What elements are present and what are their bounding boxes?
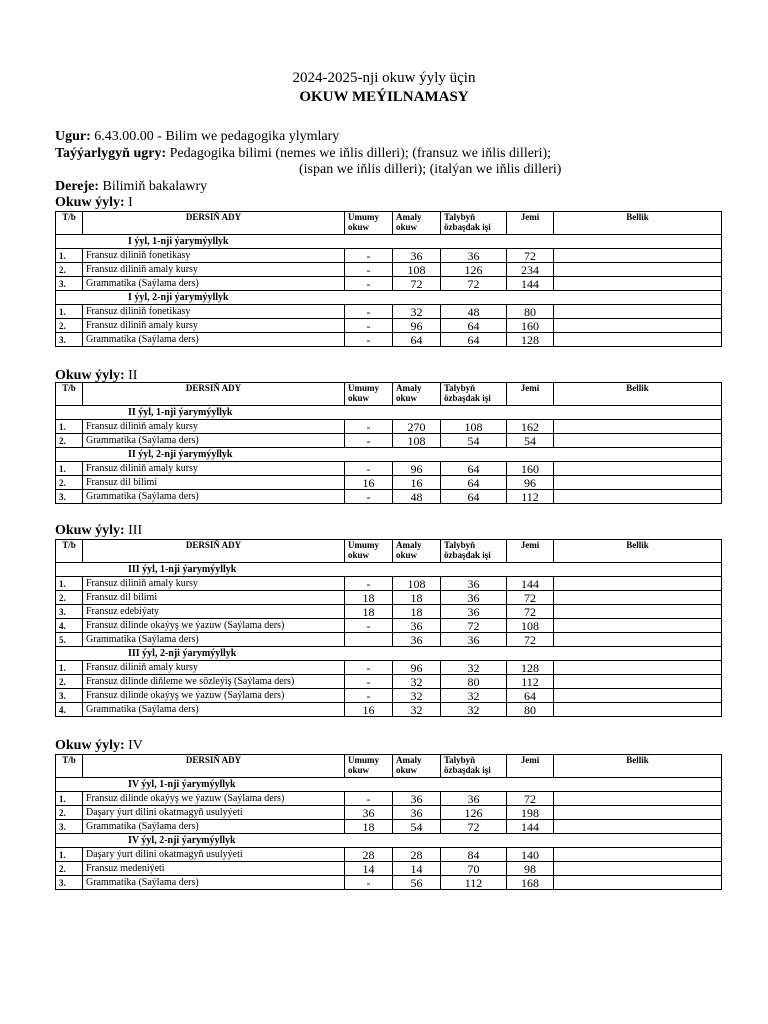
semester-label: III ýyl, 1-nji ýarymýyllyk xyxy=(56,563,722,577)
row-number: 2. xyxy=(56,591,83,605)
talyb-ozbasdak: 70 xyxy=(441,862,507,876)
course-name: Fransuz diliniň amaly kursy xyxy=(83,577,345,591)
row-number: 2. xyxy=(56,806,83,820)
header-jemi: Jemi xyxy=(507,540,554,563)
jemi: 140 xyxy=(507,848,554,862)
umumy-okuw: 16 xyxy=(345,476,393,490)
umumy-okuw: - xyxy=(345,577,393,591)
year-table xyxy=(55,211,722,347)
header-tb: T/b xyxy=(56,540,83,563)
header-name: DERSIŇ ADY xyxy=(83,755,345,778)
bellik xyxy=(554,605,722,619)
umumy-okuw: - xyxy=(345,333,393,347)
amaly-okuw: 36 xyxy=(393,633,441,647)
table-row xyxy=(56,305,722,319)
document-title-year: 2024-2025-nji okuw ýyly üçin xyxy=(292,70,476,86)
talyb-ozbasdak: 84 xyxy=(441,848,507,862)
year-label xyxy=(55,195,133,211)
year-value: II xyxy=(128,368,138,383)
bellik xyxy=(554,333,722,347)
year-table xyxy=(55,539,722,717)
talyb-ozbasdak: 108 xyxy=(441,420,507,434)
amaly-okuw: 36 xyxy=(393,249,441,263)
row-number: 1. xyxy=(56,420,83,434)
row-number: 3. xyxy=(56,333,83,347)
header-tb: T/b xyxy=(56,755,83,778)
table-header-row xyxy=(56,755,722,778)
bellik xyxy=(554,577,722,591)
amaly-okuw: 36 xyxy=(393,806,441,820)
umumy-okuw: 18 xyxy=(345,820,393,834)
bellik xyxy=(554,263,722,277)
jemi: 144 xyxy=(507,277,554,291)
talyb-ozbasdak: 80 xyxy=(441,675,507,689)
dereje-value: Bilimiň bakalawry xyxy=(102,179,208,194)
talyb-ozbasdak: 32 xyxy=(441,689,507,703)
bellik xyxy=(554,591,722,605)
row-number: 4. xyxy=(56,619,83,633)
umumy-okuw: - xyxy=(345,462,393,476)
course-name: Fransuz diliniň amaly kursy xyxy=(83,319,345,333)
course-name: Fransuz diliniň fonetikasy xyxy=(83,249,345,263)
table-row xyxy=(56,277,722,291)
row-number: 3. xyxy=(56,876,83,890)
jemi: 72 xyxy=(507,591,554,605)
umumy-okuw: - xyxy=(345,619,393,633)
bellik xyxy=(554,305,722,319)
course-name: Fransuz edebiýaty xyxy=(83,605,345,619)
amaly-okuw: 64 xyxy=(393,333,441,347)
tayyarlyk-value-2: (ispan we iňlis dilleri); (italýan we iňlis dilleri) xyxy=(299,162,562,177)
jemi: 108 xyxy=(507,619,554,633)
jemi: 54 xyxy=(507,434,554,448)
umumy-okuw: - xyxy=(345,661,393,675)
year-value: IV xyxy=(128,738,143,753)
tayyarlyk-label: Taýýarlygyň ugry: xyxy=(55,146,167,161)
course-name: Fransuz dil bilimi xyxy=(83,476,345,490)
talyb-ozbasdak: 72 xyxy=(441,820,507,834)
bellik xyxy=(554,319,722,333)
course-name: Grammatika (Saýlama ders) xyxy=(83,490,345,504)
row-number: 1. xyxy=(56,249,83,263)
tayyarlyk-line-2 xyxy=(299,162,561,178)
header-umumy: Umumy okuw xyxy=(345,540,393,563)
amaly-okuw: 56 xyxy=(393,876,441,890)
course-name: Fransuz diliniň amaly kursy xyxy=(83,661,345,675)
row-number: 2. xyxy=(56,434,83,448)
table-row xyxy=(56,848,722,862)
tayyarlyk-value-1: Pedagogika bilimi (nemes we iňlis dilleri); (fransuz we iňlis dilleri); xyxy=(169,146,552,161)
umumy-okuw: - xyxy=(345,249,393,263)
header-talyb: Talybyň özbaşdak işi xyxy=(441,540,507,563)
umumy-okuw: 28 xyxy=(345,848,393,862)
jemi: 168 xyxy=(507,876,554,890)
row-number: 1. xyxy=(56,305,83,319)
amaly-okuw: 108 xyxy=(393,434,441,448)
row-number: 2. xyxy=(56,319,83,333)
amaly-okuw: 48 xyxy=(393,490,441,504)
bellik xyxy=(554,703,722,717)
talyb-ozbasdak: 64 xyxy=(441,476,507,490)
umumy-okuw: - xyxy=(345,277,393,291)
amaly-okuw: 54 xyxy=(393,820,441,834)
table-row xyxy=(56,577,722,591)
umumy-okuw: 16 xyxy=(345,703,393,717)
semester-label: II ýyl, 1-nji ýarymýyllyk xyxy=(56,406,722,420)
header-tb: T/b xyxy=(56,212,83,235)
table-row xyxy=(56,420,722,434)
table-row xyxy=(56,820,722,834)
bellik xyxy=(554,876,722,890)
table-row xyxy=(56,263,722,277)
umumy-okuw: - xyxy=(345,675,393,689)
row-number: 1. xyxy=(56,462,83,476)
semester-row xyxy=(56,778,722,792)
umumy-okuw: - xyxy=(345,490,393,504)
bellik xyxy=(554,462,722,476)
header-bellik: Bellik xyxy=(554,383,722,406)
amaly-okuw: 96 xyxy=(393,319,441,333)
umumy-okuw: 18 xyxy=(345,591,393,605)
jemi: 72 xyxy=(507,633,554,647)
bellik xyxy=(554,862,722,876)
semester-row xyxy=(56,448,722,462)
table-row xyxy=(56,633,722,647)
course-name: Daşary ýurt dilini okatmagyň usulyýeti xyxy=(83,848,345,862)
bellik xyxy=(554,661,722,675)
semester-row xyxy=(56,834,722,848)
table-row xyxy=(56,675,722,689)
table-row xyxy=(56,490,722,504)
table-row xyxy=(56,703,722,717)
amaly-okuw: 108 xyxy=(393,577,441,591)
table-row xyxy=(56,333,722,347)
talyb-ozbasdak: 54 xyxy=(441,434,507,448)
bellik xyxy=(554,420,722,434)
semester-row xyxy=(56,563,722,577)
jemi: 128 xyxy=(507,333,554,347)
jemi: 64 xyxy=(507,689,554,703)
table-header-row xyxy=(56,540,722,563)
header-talyb: Talybyň özbaşdak işi xyxy=(441,212,507,235)
jemi: 72 xyxy=(507,792,554,806)
semester-row xyxy=(56,235,722,249)
header-amaly: Amaly okuw xyxy=(393,383,441,406)
jemi: 80 xyxy=(507,305,554,319)
amaly-okuw: 32 xyxy=(393,689,441,703)
bellik xyxy=(554,820,722,834)
jemi: 144 xyxy=(507,820,554,834)
talyb-ozbasdak: 64 xyxy=(441,490,507,504)
semester-label: IV ýyl, 1-nji ýarymýyllyk xyxy=(56,778,722,792)
header-amaly: Amaly okuw xyxy=(393,755,441,778)
talyb-ozbasdak: 32 xyxy=(441,703,507,717)
course-name: Fransuz dilinde diňleme we sözleýiş (Saýlama ders) xyxy=(83,675,345,689)
amaly-okuw: 36 xyxy=(393,619,441,633)
bellik xyxy=(554,277,722,291)
header-jemi: Jemi xyxy=(507,383,554,406)
bellik xyxy=(554,792,722,806)
header-name: DERSIŇ ADY xyxy=(83,383,345,406)
row-number: 1. xyxy=(56,848,83,862)
talyb-ozbasdak: 64 xyxy=(441,462,507,476)
course-name: Grammatika (Saýlama ders) xyxy=(83,703,345,717)
year-table xyxy=(55,382,722,504)
semester-row xyxy=(56,291,722,305)
year-table xyxy=(55,754,722,890)
semester-row xyxy=(56,647,722,661)
amaly-okuw: 32 xyxy=(393,675,441,689)
jemi: 160 xyxy=(507,319,554,333)
talyb-ozbasdak: 72 xyxy=(441,277,507,291)
bellik xyxy=(554,848,722,862)
semester-label: IV ýyl, 2-nji ýarymýyllyk xyxy=(56,834,722,848)
talyb-ozbasdak: 112 xyxy=(441,876,507,890)
semester-label: I ýyl, 2-nji ýarymýyllyk xyxy=(56,291,722,305)
header-umumy: Umumy okuw xyxy=(345,212,393,235)
course-name: Fransuz diliniň amaly kursy xyxy=(83,420,345,434)
jemi: 72 xyxy=(507,249,554,263)
umumy-okuw: - xyxy=(345,792,393,806)
umumy-okuw: - xyxy=(345,305,393,319)
year-label-text: Okuw ýyly: xyxy=(55,195,125,210)
table-row xyxy=(56,689,722,703)
amaly-okuw: 16 xyxy=(393,476,441,490)
year-label xyxy=(55,738,143,754)
table-header-row xyxy=(56,383,722,406)
amaly-okuw: 96 xyxy=(393,661,441,675)
course-name: Fransuz dil bilimi xyxy=(83,591,345,605)
year-label-text: Okuw ýyly: xyxy=(55,368,125,383)
amaly-okuw: 72 xyxy=(393,277,441,291)
header-umumy: Umumy okuw xyxy=(345,755,393,778)
amaly-okuw: 14 xyxy=(393,862,441,876)
talyb-ozbasdak: 32 xyxy=(441,661,507,675)
header-amaly: Amaly okuw xyxy=(393,540,441,563)
umumy-okuw: - xyxy=(345,434,393,448)
header-amaly: Amaly okuw xyxy=(393,212,441,235)
talyb-ozbasdak: 126 xyxy=(441,806,507,820)
semester-row xyxy=(56,406,722,420)
row-number: 3. xyxy=(56,277,83,291)
amaly-okuw: 18 xyxy=(393,605,441,619)
talyb-ozbasdak: 126 xyxy=(441,263,507,277)
course-name: Grammatika (Saýlama ders) xyxy=(83,277,345,291)
umumy-okuw: - xyxy=(345,263,393,277)
ugur-line xyxy=(55,129,339,145)
amaly-okuw: 270 xyxy=(393,420,441,434)
course-name: Grammatika (Saýlama ders) xyxy=(83,633,345,647)
umumy-okuw: 36 xyxy=(345,806,393,820)
course-name: Grammatika (Saýlama ders) xyxy=(83,333,345,347)
semester-label: III ýyl, 2-nji ýarymýyllyk xyxy=(56,647,722,661)
table-row xyxy=(56,462,722,476)
bellik xyxy=(554,806,722,820)
bellik xyxy=(554,490,722,504)
umumy-okuw: - xyxy=(345,689,393,703)
bellik xyxy=(554,633,722,647)
row-number: 1. xyxy=(56,792,83,806)
jemi: 80 xyxy=(507,703,554,717)
table-row xyxy=(56,319,722,333)
bellik xyxy=(554,675,722,689)
row-number: 3. xyxy=(56,490,83,504)
header-jemi: Jemi xyxy=(507,212,554,235)
jemi: 96 xyxy=(507,476,554,490)
jemi: 160 xyxy=(507,462,554,476)
row-number: 2. xyxy=(56,862,83,876)
ugur-value: 6.43.00.00 - Bilim we pedagogika ylymlary xyxy=(94,129,340,144)
talyb-ozbasdak: 64 xyxy=(441,319,507,333)
talyb-ozbasdak: 36 xyxy=(441,249,507,263)
header-bellik: Bellik xyxy=(554,755,722,778)
header-jemi: Jemi xyxy=(507,755,554,778)
course-name: Fransuz dilinde okaýyş we ýazuw (Saýlama ders) xyxy=(83,792,345,806)
ugur-label: Ugur: xyxy=(55,129,91,144)
header-bellik: Bellik xyxy=(554,212,722,235)
talyb-ozbasdak: 36 xyxy=(441,577,507,591)
header-talyb: Talybyň özbaşdak işi xyxy=(441,383,507,406)
course-name: Fransuz medeniýeti xyxy=(83,862,345,876)
amaly-okuw: 28 xyxy=(393,848,441,862)
jemi: 72 xyxy=(507,605,554,619)
bellik xyxy=(554,249,722,263)
bellik xyxy=(554,619,722,633)
dereje-line xyxy=(55,179,207,195)
row-number: 3. xyxy=(56,605,83,619)
talyb-ozbasdak: 48 xyxy=(441,305,507,319)
jemi: 128 xyxy=(507,661,554,675)
umumy-okuw xyxy=(345,633,393,647)
course-name: Grammatika (Saýlama ders) xyxy=(83,820,345,834)
document-title-main: OKUW MEÝILNAMASY xyxy=(299,89,469,105)
header-bellik: Bellik xyxy=(554,540,722,563)
year-value: I xyxy=(128,195,133,210)
year-value: III xyxy=(128,523,143,538)
umumy-okuw: 18 xyxy=(345,605,393,619)
bellik xyxy=(554,689,722,703)
row-number: 4. xyxy=(56,703,83,717)
header-name: DERSIŇ ADY xyxy=(83,212,345,235)
semester-label: II ýyl, 2-nji ýarymýyllyk xyxy=(56,448,722,462)
course-name: Fransuz dilinde okaýyş we ýazuw (Saýlama ders) xyxy=(83,619,345,633)
table-row xyxy=(56,661,722,675)
header-umumy: Umumy okuw xyxy=(345,383,393,406)
table-header-row xyxy=(56,212,722,235)
talyb-ozbasdak: 36 xyxy=(441,633,507,647)
bellik xyxy=(554,476,722,490)
amaly-okuw: 36 xyxy=(393,792,441,806)
course-name: Fransuz diliniň amaly kursy xyxy=(83,263,345,277)
row-number: 2. xyxy=(56,675,83,689)
row-number: 2. xyxy=(56,476,83,490)
jemi: 234 xyxy=(507,263,554,277)
course-name: Fransuz diliniň amaly kursy xyxy=(83,462,345,476)
table-row xyxy=(56,792,722,806)
table-row xyxy=(56,862,722,876)
row-number: 5. xyxy=(56,633,83,647)
table-row xyxy=(56,619,722,633)
amaly-okuw: 32 xyxy=(393,703,441,717)
row-number: 2. xyxy=(56,263,83,277)
table-row xyxy=(56,434,722,448)
talyb-ozbasdak: 36 xyxy=(441,792,507,806)
bellik xyxy=(554,434,722,448)
header-tb: T/b xyxy=(56,383,83,406)
dereje-label: Dereje: xyxy=(55,179,100,194)
table-row xyxy=(56,876,722,890)
row-number: 3. xyxy=(56,820,83,834)
amaly-okuw: 108 xyxy=(393,263,441,277)
talyb-ozbasdak: 36 xyxy=(441,605,507,619)
row-number: 3. xyxy=(56,689,83,703)
semester-label: I ýyl, 1-nji ýarymýyllyk xyxy=(56,235,722,249)
table-row xyxy=(56,806,722,820)
jemi: 162 xyxy=(507,420,554,434)
talyb-ozbasdak: 64 xyxy=(441,333,507,347)
umumy-okuw: - xyxy=(345,420,393,434)
jemi: 98 xyxy=(507,862,554,876)
course-name: Fransuz dilinde okaýyş we ýazuw (Saýlama ders) xyxy=(83,689,345,703)
talyb-ozbasdak: 72 xyxy=(441,619,507,633)
course-name: Fransuz diliniň fonetikasy xyxy=(83,305,345,319)
amaly-okuw: 96 xyxy=(393,462,441,476)
header-talyb: Talybyň özbaşdak işi xyxy=(441,755,507,778)
course-name: Grammatika (Saýlama ders) xyxy=(83,876,345,890)
umumy-okuw: - xyxy=(345,876,393,890)
year-label-text: Okuw ýyly: xyxy=(55,738,125,753)
table-row xyxy=(56,591,722,605)
amaly-okuw: 18 xyxy=(393,591,441,605)
talyb-ozbasdak: 36 xyxy=(441,591,507,605)
year-label xyxy=(55,523,142,539)
row-number: 1. xyxy=(56,661,83,675)
amaly-okuw: 32 xyxy=(393,305,441,319)
header-name: DERSIŇ ADY xyxy=(83,540,345,563)
table-row xyxy=(56,249,722,263)
course-name: Daşary ýurt dilini okatmagyň usulyýeti xyxy=(83,806,345,820)
jemi: 144 xyxy=(507,577,554,591)
umumy-okuw: - xyxy=(345,319,393,333)
row-number: 1. xyxy=(56,577,83,591)
jemi: 112 xyxy=(507,675,554,689)
jemi: 198 xyxy=(507,806,554,820)
jemi: 112 xyxy=(507,490,554,504)
tayyarlyk-line xyxy=(55,146,551,162)
table-row xyxy=(56,605,722,619)
umumy-okuw: 14 xyxy=(345,862,393,876)
year-label-text: Okuw ýyly: xyxy=(55,523,125,538)
table-row xyxy=(56,476,722,490)
course-name: Grammatika (Saýlama ders) xyxy=(83,434,345,448)
